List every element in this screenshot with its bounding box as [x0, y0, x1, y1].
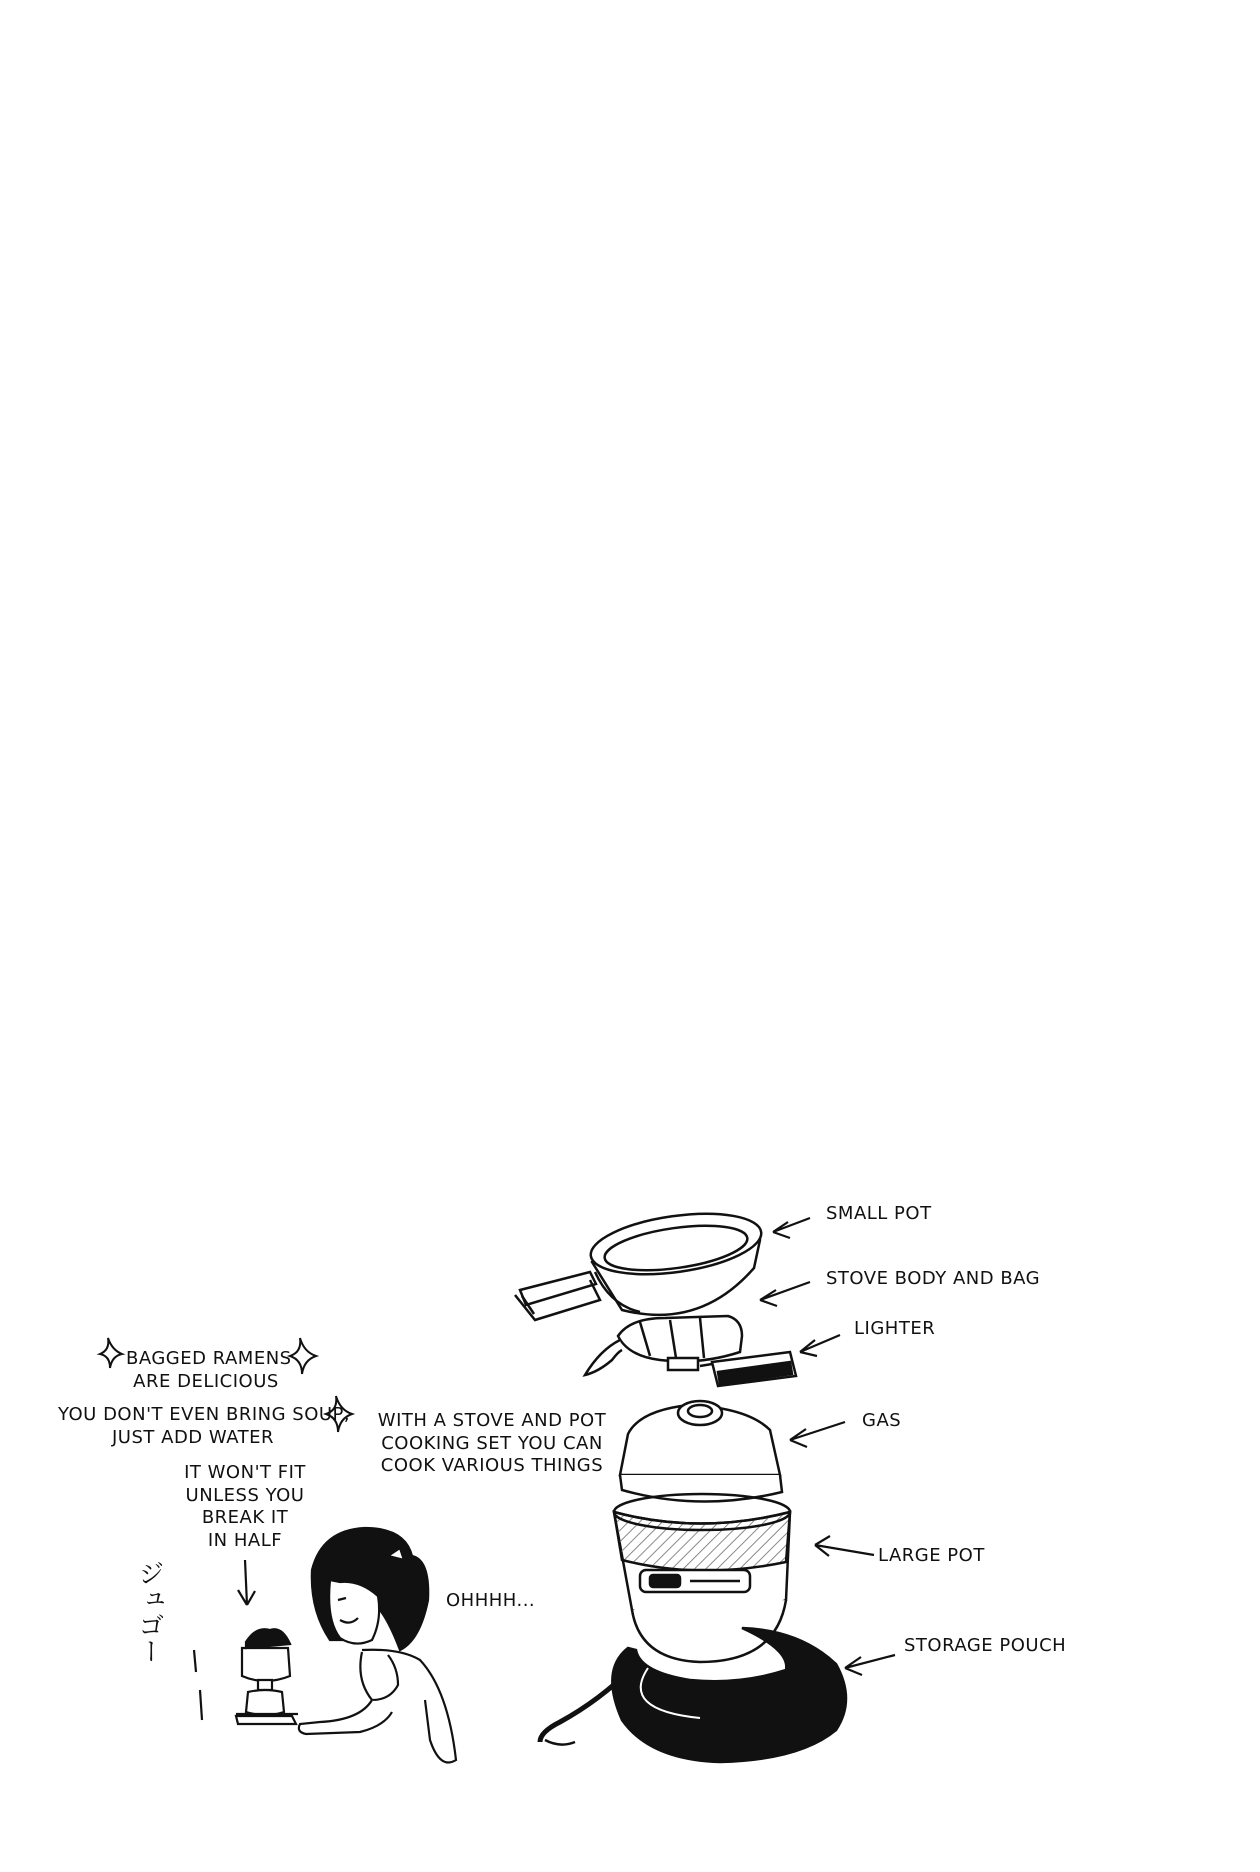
sound-effect: ジュゴー	[134, 1560, 164, 1664]
soup-note-line1: YOU DON'T EVEN BRING SOUP,	[58, 1404, 351, 1425]
cookset-note-line2: COOKING SET YOU CAN	[381, 1432, 603, 1454]
ramen-note-line2: ARE DELICIOUS	[133, 1370, 279, 1392]
cookset-note-line1: WITH A STOVE AND POT	[377, 1410, 607, 1431]
label-large-pot: LARGE POT	[878, 1545, 985, 1566]
fit-note-line3: BREAK IT	[201, 1507, 289, 1528]
fit-note	[180, 1462, 310, 1552]
fit-note-line1: IT WON'T FIT	[184, 1462, 306, 1483]
cookset-note	[372, 1410, 612, 1478]
fit-note-line4: IN HALF	[207, 1529, 283, 1551]
label-lighter: LIGHTER	[854, 1318, 936, 1339]
label-storage-pouch: STORAGE POUCH	[904, 1635, 1067, 1656]
girl-drawing	[194, 1528, 456, 1763]
gas-canister-drawing	[620, 1401, 782, 1502]
soup-note	[58, 1404, 351, 1449]
label-stove-body: STOVE BODY AND BAG	[826, 1268, 1041, 1289]
ramen-note-line1: BAGGED RAMENS	[126, 1348, 292, 1369]
soup-note-line2: JUST ADD WATER	[112, 1426, 274, 1448]
label-gas: GAS	[862, 1410, 902, 1431]
label-small-pot: SMALL POT	[826, 1203, 932, 1224]
reaction-text: OHHHH...	[446, 1590, 536, 1611]
ramen-note	[126, 1348, 292, 1393]
cookset-note-line3: COOK VARIOUS THINGS	[380, 1455, 604, 1476]
fit-note-line2: UNLESS YOU	[185, 1484, 305, 1506]
lighter-drawing	[668, 1352, 796, 1386]
small-pot-drawing	[515, 1204, 765, 1320]
